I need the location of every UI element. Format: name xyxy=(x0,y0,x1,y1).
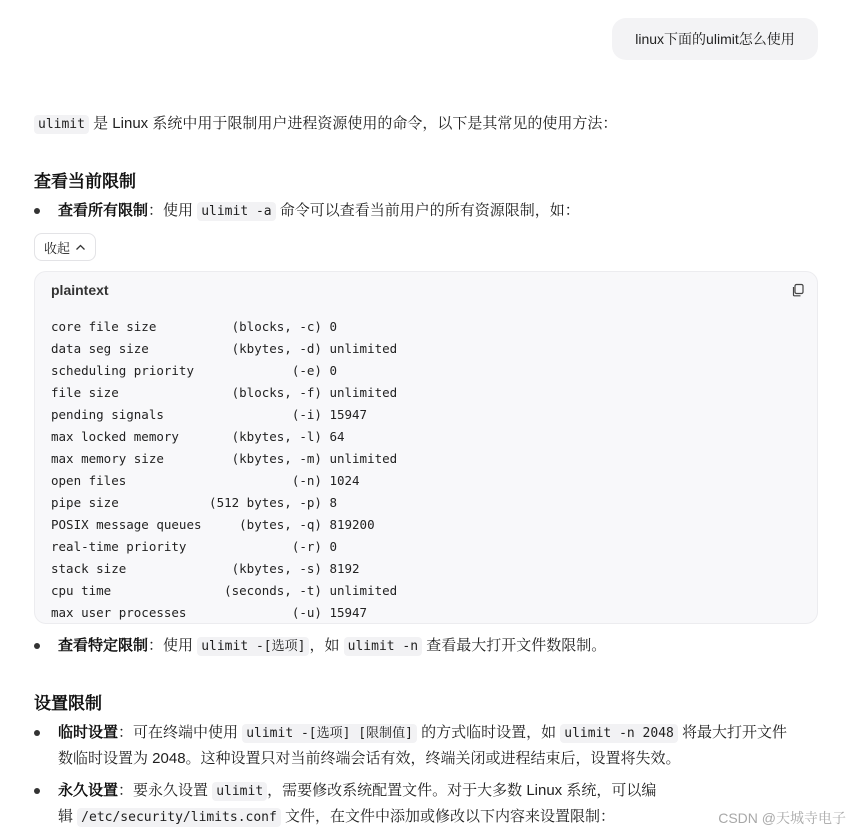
inline-code-ulimit: ulimit xyxy=(34,115,89,134)
collapse-button[interactable] xyxy=(34,233,96,261)
collapse-label: 收起 xyxy=(44,240,71,256)
code-block-body xyxy=(35,308,817,624)
list-item-text: ：使用 xyxy=(148,202,198,219)
intro-paragraph xyxy=(34,111,617,138)
chevron-up-icon xyxy=(75,242,86,253)
intro-text: 是 Linux 系统中用于限制用户进程资源使用的命令，以下是其常见的使用方法： xyxy=(88,115,618,132)
code-line: cpu time (seconds, -t) unlimited xyxy=(51,583,398,598)
code-block xyxy=(34,271,818,624)
list-item-text: 查看最大打开文件数限制。 xyxy=(422,637,607,654)
code-line: data seg size (kbytes, -d) unlimited xyxy=(51,341,398,356)
inline-code: ulimit -a xyxy=(197,202,275,221)
inline-code: ulimit -n xyxy=(344,637,422,656)
list-item-text: ：可在终端中使用 xyxy=(118,724,243,741)
code-line: real-time priority (-r) 0 xyxy=(51,539,337,554)
section-heading-set-limits: 设置限制 xyxy=(34,694,102,713)
code-line: stack size (kbytes, -s) 8192 xyxy=(51,561,360,576)
list-item-permanent-continued xyxy=(58,804,615,831)
code-line: scheduling priority (-e) 0 xyxy=(51,363,337,378)
bullet-dot xyxy=(34,208,40,214)
bullet-dot xyxy=(34,788,40,794)
list-item-text: 的方式临时设置，如 xyxy=(416,724,561,741)
list-item-temporary-continued: 数临时设置为 2048。这种设置只对当前终端会话有效，终端关闭或进程结束后，设置将失效。 xyxy=(58,750,681,767)
list-item-text: 辑 xyxy=(58,808,78,825)
code-block-header xyxy=(35,272,817,308)
list-item-title: 临时设置 xyxy=(58,724,119,741)
code-line: max locked memory (kbytes, -l) 64 xyxy=(51,429,345,444)
list-item-text: 命令可以查看当前用户的所有资源限制，如： xyxy=(275,202,580,219)
code-line: core file size (blocks, -c) 0 xyxy=(51,319,337,334)
list-item-permanent xyxy=(58,778,656,805)
bullet-dot xyxy=(34,730,40,736)
list-item-text: ，需要修改系统配置文件。对于大多数 Linux 系统，可以编 xyxy=(267,782,657,799)
watermark: CSDN @天城寺电子 xyxy=(718,810,846,826)
inline-code: ulimit -n 2048 xyxy=(560,724,678,743)
code-line: max memory size (kbytes, -m) unlimited xyxy=(51,451,398,466)
list-item-view-all xyxy=(58,198,580,225)
list-item-text: ：使用 xyxy=(148,637,198,654)
code-line: max user processes (-u) 15947 xyxy=(51,605,368,620)
user-message-bubble xyxy=(612,18,818,60)
list-item-text: 文件，在文件中添加或修改以下内容来设置限制： xyxy=(280,808,616,825)
inline-code-path: /etc/security/limits.conf xyxy=(77,808,281,827)
inline-code: ulimit xyxy=(212,782,267,801)
list-item-title: 查看所有限制 xyxy=(58,202,149,219)
list-item-text: ：要永久设置 xyxy=(118,782,213,799)
list-item-temporary xyxy=(58,720,787,747)
code-line: file size (blocks, -f) unlimited xyxy=(51,385,398,400)
user-message-text: linux下面的ulimit怎么使用 xyxy=(635,31,795,47)
code-line: POSIX message queues (bytes, -q) 819200 xyxy=(51,517,375,532)
inline-code: ulimit -[选项] xyxy=(197,637,309,656)
list-item-title: 永久设置 xyxy=(58,782,119,799)
code-language-label: plaintext xyxy=(51,282,109,298)
copy-icon[interactable] xyxy=(791,283,805,297)
list-item-text: 将最大打开文件 xyxy=(677,724,788,741)
list-item-text: ，如 xyxy=(309,637,344,654)
section-heading-view-limits: 查看当前限制 xyxy=(34,172,136,191)
code-line: open files (-n) 1024 xyxy=(51,473,360,488)
bullet-dot xyxy=(34,643,40,649)
list-item-view-specific xyxy=(58,633,606,660)
inline-code: ulimit -[选项] [限制值] xyxy=(242,724,417,743)
list-item-title: 查看特定限制 xyxy=(58,637,149,654)
code-line: pipe size (512 bytes, -p) 8 xyxy=(51,495,337,510)
code-line: pending signals (-i) 15947 xyxy=(51,407,368,422)
